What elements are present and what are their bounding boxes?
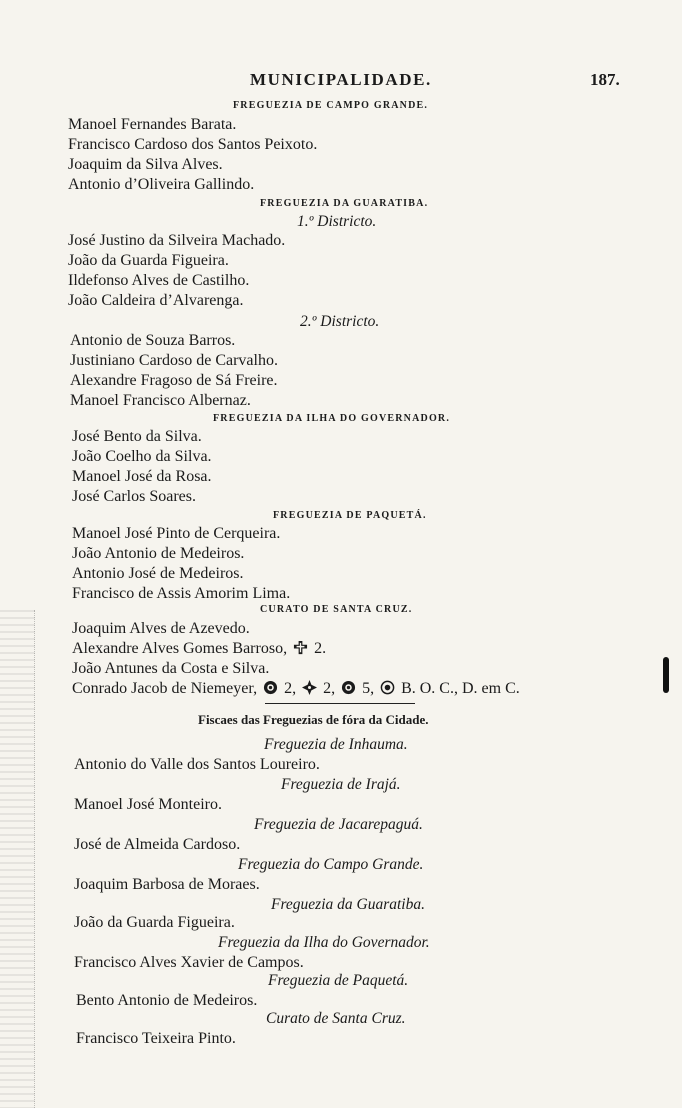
heading-guaratiba: FREGUEZIA DA GUARATIBA. [260,198,429,209]
parish-subheading: Freguezia do Campo Grande. [238,856,424,873]
list-item: Joaquim Barbosa de Moraes. [74,876,260,893]
margin-ink-mark [663,657,669,693]
list-item: João Antunes da Costa e Silva. [72,660,270,677]
list-item: Antonio do Valle dos Santos Loureiro. [74,756,320,773]
list-item: Bento Antonio de Medeiros. [76,992,258,1009]
section-divider [265,703,415,704]
page-binding-edge [0,610,35,1108]
cross-medal-icon [300,680,323,697]
heading-ilha-governador: FREGUEZIA DA ILHA DO GOVERNADOR. [213,413,451,424]
list-item: Manoel José da Rosa. [72,468,212,485]
heading-paqueta: FREGUEZIA DE PAQUETÁ. [273,510,427,521]
list-item: João da Guarda Figueira. [74,914,235,931]
list-item: Joaquim da Silva Alves. [68,156,223,173]
list-item-barroso [72,640,326,658]
list-item: José Carlos Soares. [72,488,196,505]
list-item: José Bento da Silva. [72,428,202,445]
page-number: 187. [590,70,620,89]
list-item-niemeyer [72,680,520,698]
parish-subheading: Freguezia de Inhauma. [264,736,408,753]
heading-santa-cruz: CURATO DE SANTA CRUZ. [260,604,413,615]
list-item: João Caldeira d’Alvarenga. [68,292,244,309]
list-item: João da Guarda Figueira. [68,252,229,269]
list-item: Francisco de Assis Amorim Lima. [72,585,291,602]
niemeyer-part2: 2, [323,680,336,697]
list-item: João Antonio de Medeiros. [72,545,245,562]
heading-campo-grande: FREGUEZIA DE CAMPO GRANDE. [233,100,429,111]
list-item: Antonio d’Oliveira Gallindo. [68,176,255,193]
subheading-distrito-2: 2.º Districto. [300,313,380,330]
list-item: Manoel Francisco Albernaz. [70,392,251,409]
list-item: Francisco Cardoso dos Santos Peixoto. [68,136,318,153]
parish-subheading: Freguezia de Paquetá. [268,972,409,989]
list-item: Ildefonso Alves de Castilho. [68,272,250,289]
barroso-suffix: 2. [314,640,327,657]
list-item: Joaquim Alves de Azevedo. [72,620,250,637]
parish-subheading: Freguezia da Ilha do Governador. [218,934,430,951]
page-header [0,70,682,94]
list-item: Antonio de Souza Barros. [70,332,236,349]
running-title: MUNICIPALIDADE. [250,70,432,89]
list-item: Manoel José Monteiro. [74,796,222,813]
parish-subheading: Freguezia de Jacarepaguá. [254,816,423,833]
rose-medal-icon [339,680,362,697]
niemeyer-name: Conrado Jacob de Niemeyer, [72,680,258,697]
list-item: Antonio José de Medeiros. [72,565,244,582]
niemeyer-part1: 2, [284,680,297,697]
niemeyer-part3: 5, [362,680,375,697]
list-item: Francisco Teixeira Pinto. [76,1030,236,1047]
list-item: Alexandre Fragoso de Sá Freire. [70,372,278,389]
list-item: Manoel Fernandes Barata. [68,116,237,133]
list-item: Manoel José Pinto de Cerqueira. [72,525,281,542]
parish-subheading: Freguezia da Guaratiba. [271,896,425,913]
barroso-name: Alexandre Alves Gomes Barroso, [72,640,288,657]
list-item: José Justino da Silveira Machado. [68,232,286,249]
cross-of-order-icon [291,640,314,657]
list-item: Justiniano Cardoso de Carvalho. [70,352,278,369]
rose-medal-icon [261,680,284,697]
parish-subheading: Freguezia de Irajá. [281,776,401,793]
fiscaes-title: Fiscaes das Freguezias de fóra da Cidade. [198,712,429,727]
list-item: Francisco Alves Xavier de Campos. [74,954,304,971]
parish-subheading: Curato de Santa Cruz. [266,1010,406,1027]
list-item: José de Almeida Cardoso. [74,836,241,853]
niemeyer-tail: B. O. C., D. em C. [401,680,520,697]
ring-medal-icon [378,680,401,697]
subheading-distrito-1: 1.º Districto. [297,213,377,230]
list-item: João Coelho da Silva. [72,448,212,465]
